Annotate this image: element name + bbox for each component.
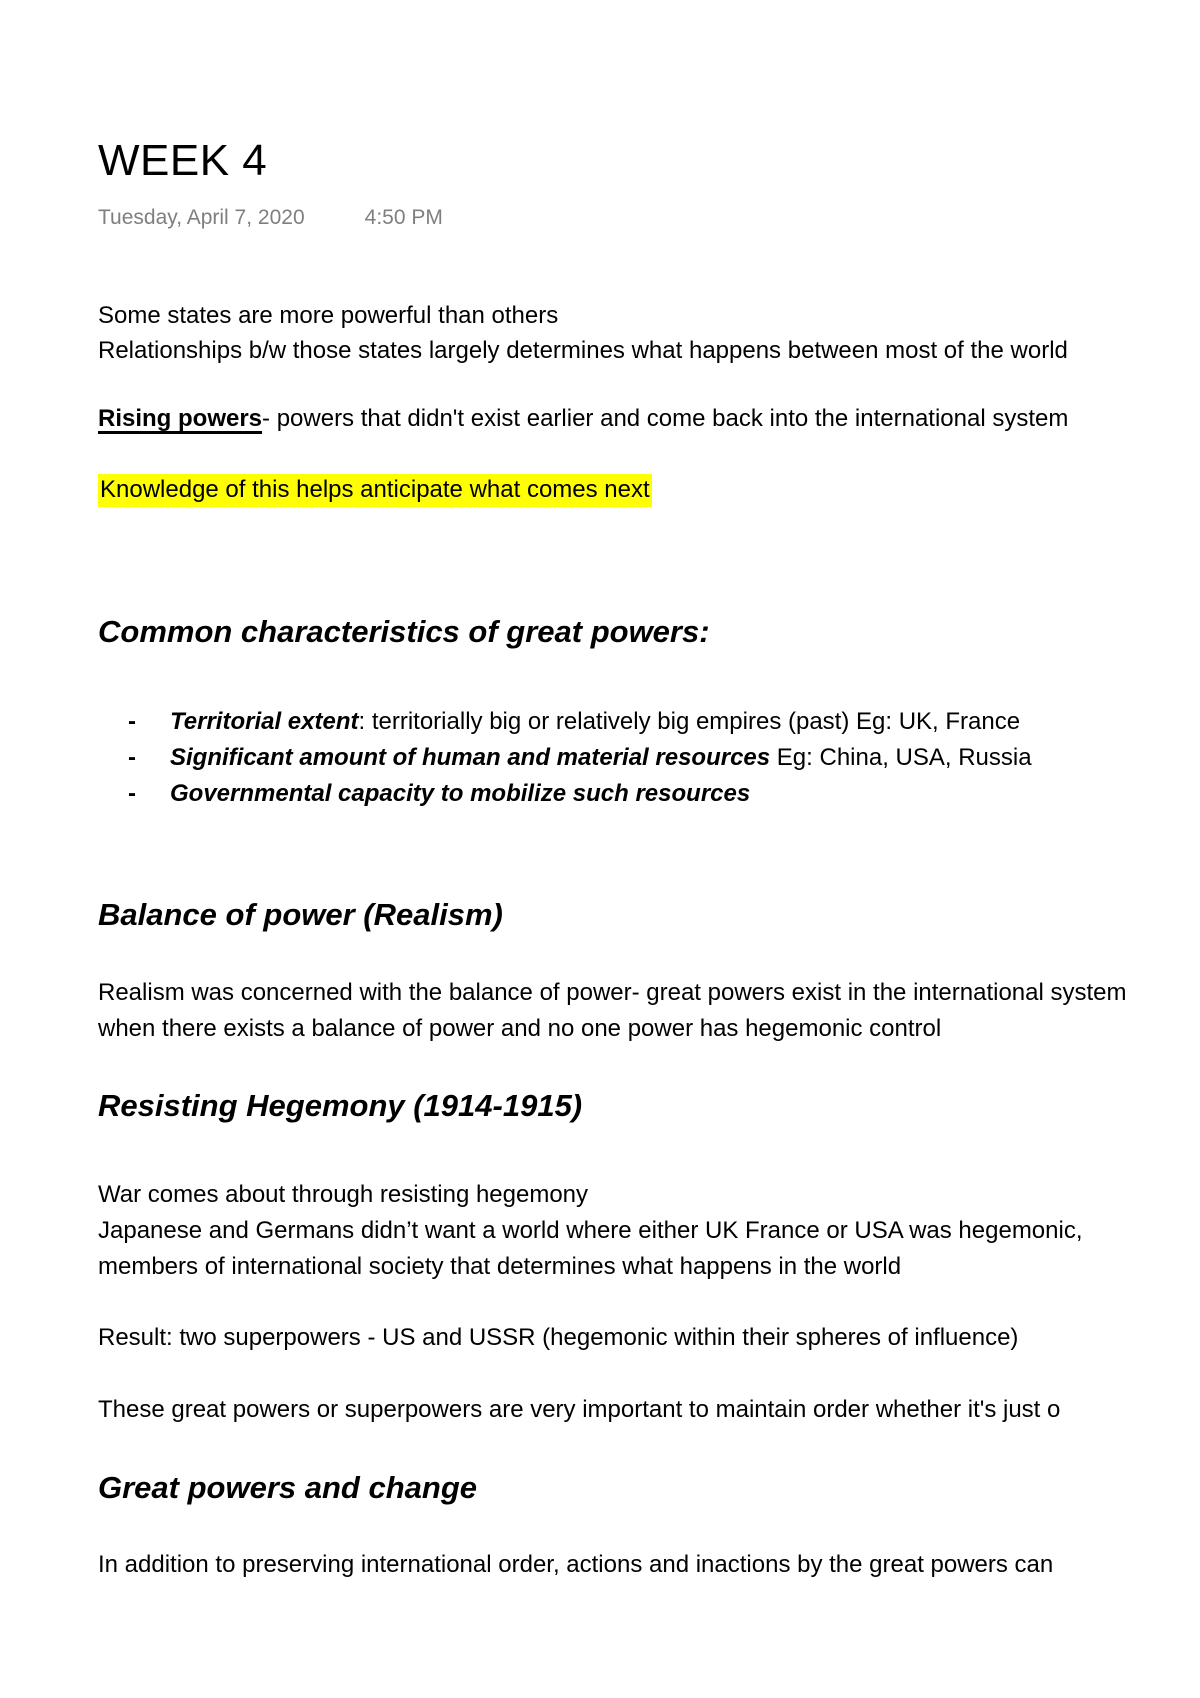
balance-line-2: when there exists a balance of power and no one power has hegemonic control <box>98 1015 942 1042</box>
heading-common-characteristics: Common characteristics of great powers: <box>98 614 710 649</box>
intro-line-2: Relationships b/w those states largely determines what happens between most of the world <box>98 337 1068 364</box>
dash-bullet: - <box>128 744 136 771</box>
list-item-text: : territorially big or relatively big empires (past) Eg: UK, France <box>358 708 1021 735</box>
note-page <box>98 0 1200 1698</box>
intro-line-1: Some states are more powerful than others <box>98 302 559 329</box>
rising-powers-definition: - powers that didn't exist earlier and come back into the international system <box>262 405 1069 432</box>
rising-powers-term: Rising powers <box>98 405 263 432</box>
note-time: 4:50 PM <box>364 206 443 229</box>
list-item <box>98 776 1032 812</box>
balance-line-1: Realism was concerned with the balance of power- great powers exist in the international system <box>98 979 1127 1006</box>
note-date: Tuesday, April 7, 2020 <box>98 206 305 229</box>
list-item <box>98 704 1032 740</box>
rising-powers-line <box>98 404 1068 434</box>
resisting-line-2: Japanese and Germans didn’t want a world where either UK France or USA was hegemonic, <box>98 1217 1083 1244</box>
list-item-term: Governmental capacity to mobilize such resources <box>170 780 751 807</box>
heading-great-powers-and-change: Great powers and change <box>98 1470 477 1505</box>
list-item-term: Territorial extent <box>170 708 359 735</box>
heading-balance-of-power: Balance of power (Realism) <box>98 897 503 932</box>
resisting-line-1: War comes about through resisting hegemony <box>98 1181 589 1208</box>
highlighted-note: Knowledge of this helps anticipate what comes next <box>98 474 652 507</box>
list-item <box>98 740 1032 776</box>
list-item-term: Significant amount of human and material resources <box>170 744 771 771</box>
highlight-line <box>98 475 652 505</box>
dash-bullet: - <box>128 708 136 735</box>
importance-line: These great powers or superpowers are very important to maintain order whether it's just o <box>98 1396 1061 1423</box>
page-title: WEEK 4 <box>98 136 268 185</box>
dash-bullet: - <box>128 780 136 807</box>
characteristics-list <box>98 704 1032 812</box>
note-timestamp <box>98 206 443 230</box>
list-item-text: Eg: China, USA, Russia <box>770 744 1032 771</box>
resisting-line-3: members of international society that determines what happens in the world <box>98 1253 902 1280</box>
heading-resisting-hegemony: Resisting Hegemony (1914-1915) <box>98 1088 583 1123</box>
result-line: Result: two superpowers - US and USSR (hegemonic within their spheres of influence) <box>98 1324 1019 1351</box>
change-line-1: In addition to preserving international order, actions and inactions by the great powers can <box>98 1551 1054 1578</box>
